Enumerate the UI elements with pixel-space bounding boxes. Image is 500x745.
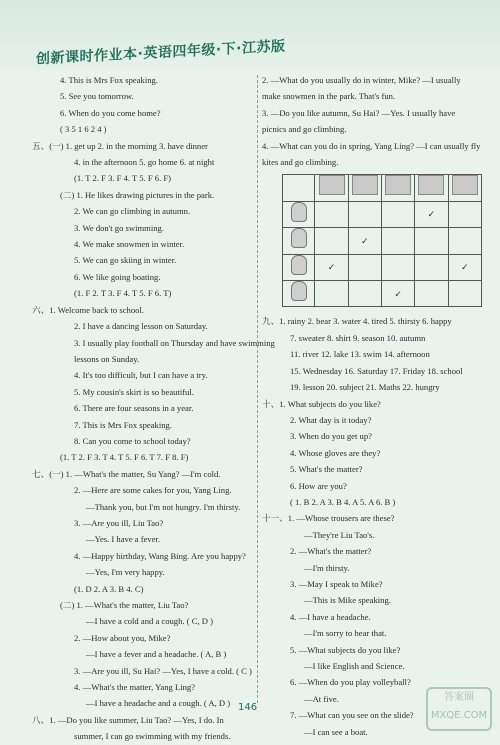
answer-line: 3. —Are you ill, Su Hai? —Yes, I have a cold. ( C ) [74, 665, 252, 676]
book-title: 创新课时作业本·英语四年级·下·江苏版 [36, 38, 286, 68]
answer-line: 11. river 12. lake 13. swim 14. afternoon [290, 349, 430, 360]
grid-cell [315, 281, 348, 307]
activity-picture [415, 175, 448, 201]
answer-line: 4. —Happy birthday, Wang Bing. Are you happy? [74, 550, 246, 561]
answer-line: 五、(一) 1. get up 2. in the morning 3. have dinner [32, 140, 208, 151]
activity-picture [381, 175, 414, 201]
answer-line: 4. in the afternoon 5. go home 6. at night [74, 157, 215, 168]
activity-picture [348, 175, 381, 201]
answer-line: —They're Liu Tao's. [304, 529, 375, 540]
child-face-icon [291, 255, 307, 275]
answer-line: —I'm thirsty. [304, 562, 350, 573]
answer-line: 15. Wednesday 16. Saturday 17. Friday 18. school [290, 365, 463, 376]
answer-line: 6. When do you come home? [60, 107, 161, 118]
answer-line: 19. lesson 20. subject 21. Maths 22. hungry [290, 382, 440, 393]
answer-line: kites and go climbing. [262, 157, 339, 168]
answer-line: —I have a headache and a cough. ( A, D ) [86, 698, 231, 709]
answer-line: ( 1. B 2. A 3. B 4. A 5. A 6. B ) [290, 496, 396, 507]
answer-line: 7. This is Mrs Fox speaking. [74, 419, 172, 430]
answer-line: (1. D 2. A 3. B 4. C) [74, 583, 144, 594]
child-portrait [283, 254, 315, 280]
answer-line: (1. F 2. T 3. F 4. T 5. F 6. T) [74, 288, 172, 299]
answer-line: 8. Can you come to school today? [74, 435, 191, 446]
watermark-logo [426, 687, 492, 731]
child-face-icon [291, 281, 307, 301]
answer-line: 5. See you tomorrow. [60, 91, 134, 102]
answer-line: —At five. [304, 693, 339, 704]
answer-line: (二) 1. He likes drawing pictures in the park. [60, 189, 215, 200]
grid-row [283, 254, 482, 280]
grid-cell [348, 281, 381, 307]
answer-line: —Yes. I have a fever. [86, 534, 161, 545]
answer-line: —I have a fever and a headache. ( A, B ) [86, 649, 227, 660]
grid-cell [348, 254, 381, 280]
answer-line: 6. There are four seasons in a year. [74, 403, 194, 414]
grid-cell [448, 281, 481, 307]
answer-line: 5. What's the matter? [290, 464, 363, 475]
answer-line: 2. What day is it today? [290, 414, 372, 425]
grid-cell [448, 201, 481, 227]
child-face-icon [291, 202, 307, 222]
grid-cell [283, 175, 315, 201]
answer-line: make snowmen in the park. That's fun. [262, 91, 396, 102]
column-divider [257, 75, 258, 703]
activity-picture [315, 175, 348, 201]
answer-line: ( 3 5 1 6 2 4 ) [60, 124, 107, 135]
answer-line: 3. —Are you ill, Liu Tao? [74, 517, 164, 528]
answer-page [0, 70, 500, 742]
answer-line: 七、(一) 1. —What's the matter, Su Yang? —I'm cold. [32, 468, 221, 479]
answer-line: 3. We don't go swimming. [74, 222, 164, 233]
activity-picture [448, 175, 481, 201]
watermark-text-2: MXQE.COM [430, 710, 488, 721]
grid-row [283, 281, 482, 307]
answer-line: 6. How are you? [290, 480, 347, 491]
answer-line: 7. sweater 8. shirt 9. season 10. autumn [290, 332, 426, 343]
answer-line: —I'm sorry to hear that. [304, 628, 387, 639]
answer-line: 6. We like going boating. [74, 271, 161, 282]
grid-cell [448, 228, 481, 254]
answer-line: —This is Mike speaking. [304, 595, 391, 606]
grid-cell: ✓ [381, 281, 414, 307]
grid-cell [415, 254, 448, 280]
activity-picture-icon [352, 175, 378, 195]
answer-line: summer, I can go swimming with my friends. [74, 731, 231, 742]
child-portrait [283, 281, 315, 307]
answer-line: 2. —How about you, Mike? [74, 632, 171, 643]
watermark-text-1: 答案圈 [444, 692, 474, 703]
answer-line: 3. —Do you like autumn, Su Hai? —Yes. I usually have [262, 107, 456, 118]
grid-cell: ✓ [448, 254, 481, 280]
activity-picture-icon [418, 175, 444, 195]
answer-line: lessons on Sunday. [74, 353, 140, 364]
child-portrait [283, 228, 315, 254]
grid-cell [381, 254, 414, 280]
answer-line: 4. —What's the matter, Yang Ling? [74, 682, 196, 693]
answer-line: 3. —May I speak to Mike? [290, 578, 383, 589]
answer-line: 十一、1. —Whose trousers are these? [262, 513, 395, 524]
grid-cell [415, 228, 448, 254]
answer-line: 2. I have a dancing lesson on Saturday. [74, 321, 208, 332]
answer-line: 7. —What can you see on the slide? [290, 710, 414, 721]
answer-line: —Thank you, but I'm not hungry. I'm thirsty. [86, 501, 241, 512]
child-portrait [283, 201, 315, 227]
answer-line: picnics and go climbing. [262, 124, 347, 135]
activity-picture-icon [385, 175, 411, 195]
answer-line: 4. —What can you do in spring, Yang Ling? —I can usually fly [262, 140, 481, 151]
answer-line: 2. —Here are some cakes for you, Yang Ling. [74, 485, 232, 496]
answer-line: —I have a cold and a cough. ( C, D ) [86, 616, 213, 627]
grid-cell: ✓ [315, 254, 348, 280]
answer-line: 2. —What do you usually do in winter, Mike? —I usually [262, 75, 461, 85]
grid-cell: ✓ [415, 201, 448, 227]
child-face-icon [291, 228, 307, 248]
right-column [262, 72, 482, 740]
grid-cell [381, 228, 414, 254]
grid-row [283, 201, 482, 227]
answer-line: 九、1. rainy 2. bear 3. water 4. tired 5. thirsty 6. happy [262, 316, 452, 327]
answer-line: 5. My cousin's skirt is so beautiful. [74, 386, 194, 397]
grid-cell [315, 201, 348, 227]
page-header [0, 0, 500, 70]
answer-line: (二) 1. —What's the matter, Liu Tao? [60, 600, 189, 610]
grid-row [283, 228, 482, 254]
answer-line: 6. —When do you play volleyball? [290, 677, 411, 688]
answer-line: 4. It's too difficult, but I can have a try. [74, 370, 208, 381]
answer-line: 2. We can go climbing in autumn. [74, 206, 191, 217]
right-bottom-lines [262, 313, 482, 740]
answer-line: 3. When do you get up? [290, 431, 372, 442]
season-activity-grid [282, 174, 482, 307]
answer-line: (1. T 2. F 3. F 4. T 5. F 6. F) [74, 173, 172, 184]
answer-line: 4. This is Mrs Fox speaking. [60, 75, 158, 85]
grid-row [283, 175, 482, 201]
answer-line: —I like English and Science. [304, 661, 405, 671]
grid-cell [415, 281, 448, 307]
answer-line: 4. Whose gloves are they? [290, 447, 381, 458]
page-number: 146 [238, 702, 258, 713]
answer-line: 六、1. Welcome back to school. [32, 304, 144, 315]
activity-picture-icon [319, 175, 345, 195]
right-top-lines [262, 72, 482, 170]
answer-line: 2. —What's the matter? [290, 546, 372, 557]
answer-line: 5. We can go skiing in winter. [74, 255, 177, 266]
answer-line: —Yes, I'm very happy. [86, 567, 165, 578]
answer-line: 3. I usually play football on Thursday and have swimming [74, 337, 275, 348]
grid-cell [315, 228, 348, 254]
answer-line: —I can see a boat. [304, 726, 368, 737]
answer-line: 5. —What subjects do you like? [290, 644, 401, 655]
answer-line: (1. T 2. F 3. T 4. T 5. F 6. T 7. F 8. F) [60, 452, 189, 463]
answer-line: 4. We make snowmen in winter. [74, 239, 185, 250]
grid-cell [381, 201, 414, 227]
grid-cell [348, 201, 381, 227]
answer-line: 4. —I have a headache. [290, 611, 371, 622]
answer-line: 十、1. What subjects do you like? [262, 398, 381, 409]
activity-picture-icon [452, 175, 478, 195]
answer-line: 八、1. —Do you like summer, Liu Tao? —Yes, I do. In [32, 714, 224, 725]
left-column [32, 72, 275, 745]
grid-cell: ✓ [348, 228, 381, 254]
